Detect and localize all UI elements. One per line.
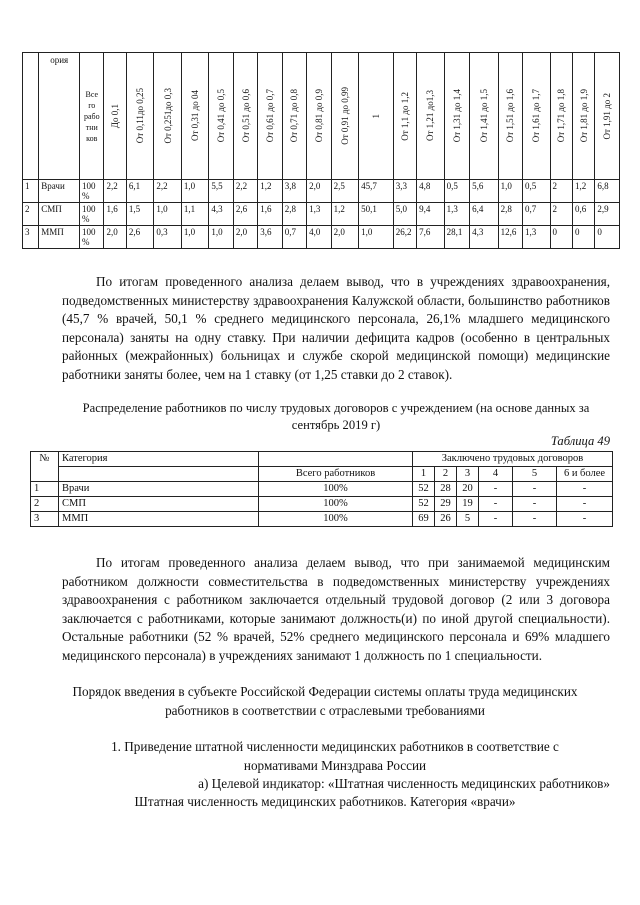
cell: 69 (413, 512, 435, 527)
cell: 28,1 (444, 226, 469, 249)
cell: 2,9 (595, 203, 620, 226)
range-label: От 0,71 до 0,8 (289, 89, 300, 143)
target-indicator: а) Целевой индикатор: «Штатная численность медицинских работников» (198, 776, 610, 791)
table-header-row (31, 452, 613, 467)
row-num: 3 (23, 226, 39, 249)
header-line: Все (85, 89, 99, 99)
cell: 6,8 (595, 180, 620, 203)
cell: 2,2 (104, 180, 126, 203)
cell: - (479, 512, 513, 527)
cell: 2,8 (498, 203, 522, 226)
range-label: От 1,21 до1,3 (425, 90, 436, 142)
cell: 4,0 (307, 226, 331, 249)
cell: 2,5 (331, 180, 359, 203)
table-row (23, 180, 620, 203)
total-line: 100 (82, 227, 96, 237)
cell: 5,6 (470, 180, 499, 203)
cell: 1,0 (154, 203, 182, 226)
category-header: Категория (59, 452, 259, 467)
cell: 1,2 (572, 180, 594, 203)
empty-cell (59, 467, 259, 482)
cell: 19 (457, 497, 479, 512)
range-header (595, 53, 620, 180)
cell: 1,5 (126, 203, 154, 226)
cell: 0,3 (154, 226, 182, 249)
range-label: От 0,51 до 0,6 (240, 89, 251, 143)
row-total (80, 226, 104, 249)
row-category: Врачи (39, 180, 80, 203)
cell: 0 (572, 226, 594, 249)
cell: 1,0 (498, 180, 522, 203)
cell: 1,0 (359, 226, 394, 249)
range-header (393, 53, 416, 180)
cell: 3,3 (393, 180, 416, 203)
cell: 0 (550, 226, 572, 249)
range-header (498, 53, 522, 180)
cell: 3,6 (258, 226, 282, 249)
range-label: От 1,51 до 1,6 (505, 89, 516, 143)
all-workers-header: Всего работников (259, 467, 413, 482)
row-category: Врачи (59, 482, 259, 497)
row-category: СМП (59, 497, 259, 512)
cell: 1,2 (258, 180, 282, 203)
row-total (80, 203, 104, 226)
staff-rate-table (22, 52, 620, 249)
row-category: ММП (59, 512, 259, 527)
total-line: % (82, 191, 90, 201)
cell: 5,5 (209, 180, 233, 203)
cell: 2,2 (233, 180, 257, 203)
range-label: От 1,91 до 2 (602, 92, 613, 140)
cell: 1,0 (181, 180, 209, 203)
total-line: 100 (82, 181, 96, 191)
row-num: 1 (31, 482, 59, 497)
row-num: 2 (23, 203, 39, 226)
range-label: От 1,1 до 1,2 (399, 91, 410, 141)
range-header (126, 53, 154, 180)
cell: 1,1 (181, 203, 209, 226)
cell: 0,7 (523, 203, 551, 226)
table-caption: Распределение работников по числу трудовых договоров с учреждением (на основе данных за сентябрь 2019 г) (82, 401, 590, 432)
cell: 26 (435, 512, 457, 527)
range-label: От 1,61 до 1,7 (531, 89, 542, 143)
cell: 2 (550, 180, 572, 203)
header-line: ков (86, 133, 98, 143)
header-line: рабо (83, 111, 100, 121)
table-header-row (23, 53, 620, 180)
cell: 0,5 (523, 180, 551, 203)
analysis-paragraph-2: По итогам проведенного анализа делаем вывод, что при занимаемой медицинским работником должности совместительства в подведомственных министерству учреждениях здравоохранения с работником заключается отдельный трудовой договор (2 или 3 договора заключается с работниками, которые занимают должность(и) по иной другой специальности). Остальные работники (52 % врачей, 52% среднего медицинского персонала и 69% младшего медицинского персонала) в учреждениях занимают 1 должность по 1 специальности. (62, 555, 610, 663)
row-num: 2 (31, 497, 59, 512)
range-label: До 0,1 (110, 103, 121, 129)
cell: 50,1 (359, 203, 394, 226)
cell: - (557, 512, 613, 527)
range-header (282, 53, 306, 180)
col-header: 3 (457, 467, 479, 482)
cell: 2,2 (154, 180, 182, 203)
cell: 4,8 (417, 180, 445, 203)
range-label: От 1,81 до 1,9 (578, 89, 589, 143)
total-line: % (82, 214, 90, 224)
range-header (550, 53, 572, 180)
range-label: От 1,31 до 1,4 (451, 89, 462, 143)
contracts-table (30, 451, 613, 527)
cell: 2,0 (233, 226, 257, 249)
range-label: От 0,61 до 0,7 (264, 89, 275, 143)
cell: 52 (413, 482, 435, 497)
table-number: Таблица 49 (550, 434, 610, 448)
row-num: 1 (23, 180, 39, 203)
empty-cell (259, 452, 413, 467)
subsection-title: Штатная численность медицинских работников. Категория «врачи» (134, 794, 516, 809)
cell: 5 (457, 512, 479, 527)
cell: 28 (435, 482, 457, 497)
cell: - (557, 497, 613, 512)
cell: 20 (457, 482, 479, 497)
range-header (523, 53, 551, 180)
row-total: 100% (259, 512, 413, 527)
cell: 1,6 (104, 203, 126, 226)
cell: 2,6 (233, 203, 257, 226)
all-workers-header (80, 53, 104, 180)
cell: 1,0 (181, 226, 209, 249)
range-label: От 0,91 до 0,99 (339, 87, 350, 145)
row-total: 100% (259, 482, 413, 497)
cell: 2,0 (307, 180, 331, 203)
cell: 0,7 (282, 226, 306, 249)
cell: 6,1 (126, 180, 154, 203)
range-header (331, 53, 359, 180)
cell: 5,0 (393, 203, 416, 226)
cell: 2,0 (104, 226, 126, 249)
cell: 7,6 (417, 226, 445, 249)
cell: - (479, 497, 513, 512)
cell: 9,4 (417, 203, 445, 226)
cell: 4,3 (209, 203, 233, 226)
cell: 3,8 (282, 180, 306, 203)
range-header (258, 53, 282, 180)
range-label: 1 (370, 113, 381, 119)
range-header (233, 53, 257, 180)
cell: 26,2 (393, 226, 416, 249)
cell: - (513, 482, 557, 497)
cell: - (479, 482, 513, 497)
cell: 45,7 (359, 180, 394, 203)
table-row (23, 203, 620, 226)
row-total: 100% (259, 497, 413, 512)
num-header (23, 53, 39, 180)
header-line: тни (85, 122, 98, 132)
cell: 2 (550, 203, 572, 226)
range-header (359, 53, 394, 180)
cell: 2,0 (331, 226, 359, 249)
section-heading: Порядок введения в субъекте Российской Федерации системы оплаты труда медицинских работников в соответствии с отраслевыми требованиями (72, 684, 578, 718)
section-1-title: 1. Приведение штатной численности медицинских работников в соответствие с нормативами Минздрава России (111, 739, 559, 773)
cell: 1,3 (307, 203, 331, 226)
range-header (307, 53, 331, 180)
range-header (104, 53, 126, 180)
category-header: ория (39, 53, 80, 180)
total-line: 100 (82, 204, 96, 214)
range-label: От 1,41 до 1,5 (478, 89, 489, 143)
header-line: го (88, 100, 96, 110)
contracts-header: Заключено трудовых договоров (413, 452, 613, 467)
cell: 29 (435, 497, 457, 512)
col-header: 1 (413, 467, 435, 482)
table-header-row (31, 467, 613, 482)
cell: 1,3 (523, 226, 551, 249)
range-label: От 0,41 до 0,5 (216, 89, 227, 143)
num-header: № (31, 452, 59, 482)
analysis-paragraph-1: По итогам проведенного анализа делаем вывод, что в учреждениях здравоохранения, подведомственных министерству здравоохранения Калужской области, большинство работников (45,7 % врачей, 50,1 % среднего медицинского персонала, 26,1% младшего медицинского персонала) заняты на одну ставку. При наличии дефицита кадров (особенно в центральных районных (межрайонных) больницах и службе скорой медицинской помощи) медицинские работники заняты более, чем на 1 ставку (от 1,25 ставки до 2 ставок). (62, 274, 610, 382)
cell: 0 (595, 226, 620, 249)
cell: 0,5 (444, 180, 469, 203)
col-header: 6 и более (557, 467, 613, 482)
range-header (209, 53, 233, 180)
col-header: 4 (479, 467, 513, 482)
cell: 2,8 (282, 203, 306, 226)
cell: 1,0 (209, 226, 233, 249)
table-row (31, 482, 613, 497)
table-row (31, 512, 613, 527)
total-line: % (82, 237, 90, 247)
row-category: ММП (39, 226, 80, 249)
col-header: 5 (513, 467, 557, 482)
row-num: 3 (31, 512, 59, 527)
range-label: От 0,81 до 0,9 (313, 89, 324, 143)
cell: 1,3 (444, 203, 469, 226)
range-header (417, 53, 445, 180)
cell: 0,6 (572, 203, 594, 226)
range-header (470, 53, 499, 180)
cell: 12,6 (498, 226, 522, 249)
col-header: 2 (435, 467, 457, 482)
range-header (181, 53, 209, 180)
range-header (444, 53, 469, 180)
cell: 1,6 (258, 203, 282, 226)
range-label: От 0,11до 0,25 (135, 88, 146, 144)
cell: 2,6 (126, 226, 154, 249)
range-label: От 0,251до 0,3 (162, 88, 173, 144)
cell: 52 (413, 497, 435, 512)
range-header (154, 53, 182, 180)
cell: 6,4 (470, 203, 499, 226)
row-category: СМП (39, 203, 80, 226)
cell: - (557, 482, 613, 497)
range-header (572, 53, 594, 180)
table-row (31, 497, 613, 512)
cell: - (513, 512, 557, 527)
cell: - (513, 497, 557, 512)
row-total (80, 180, 104, 203)
cell: 1,2 (331, 203, 359, 226)
cell: 4,3 (470, 226, 499, 249)
range-label: От 1,71 до 1,8 (556, 89, 567, 143)
range-label: От 0,31 до 04 (190, 90, 201, 142)
table-row (23, 226, 620, 249)
